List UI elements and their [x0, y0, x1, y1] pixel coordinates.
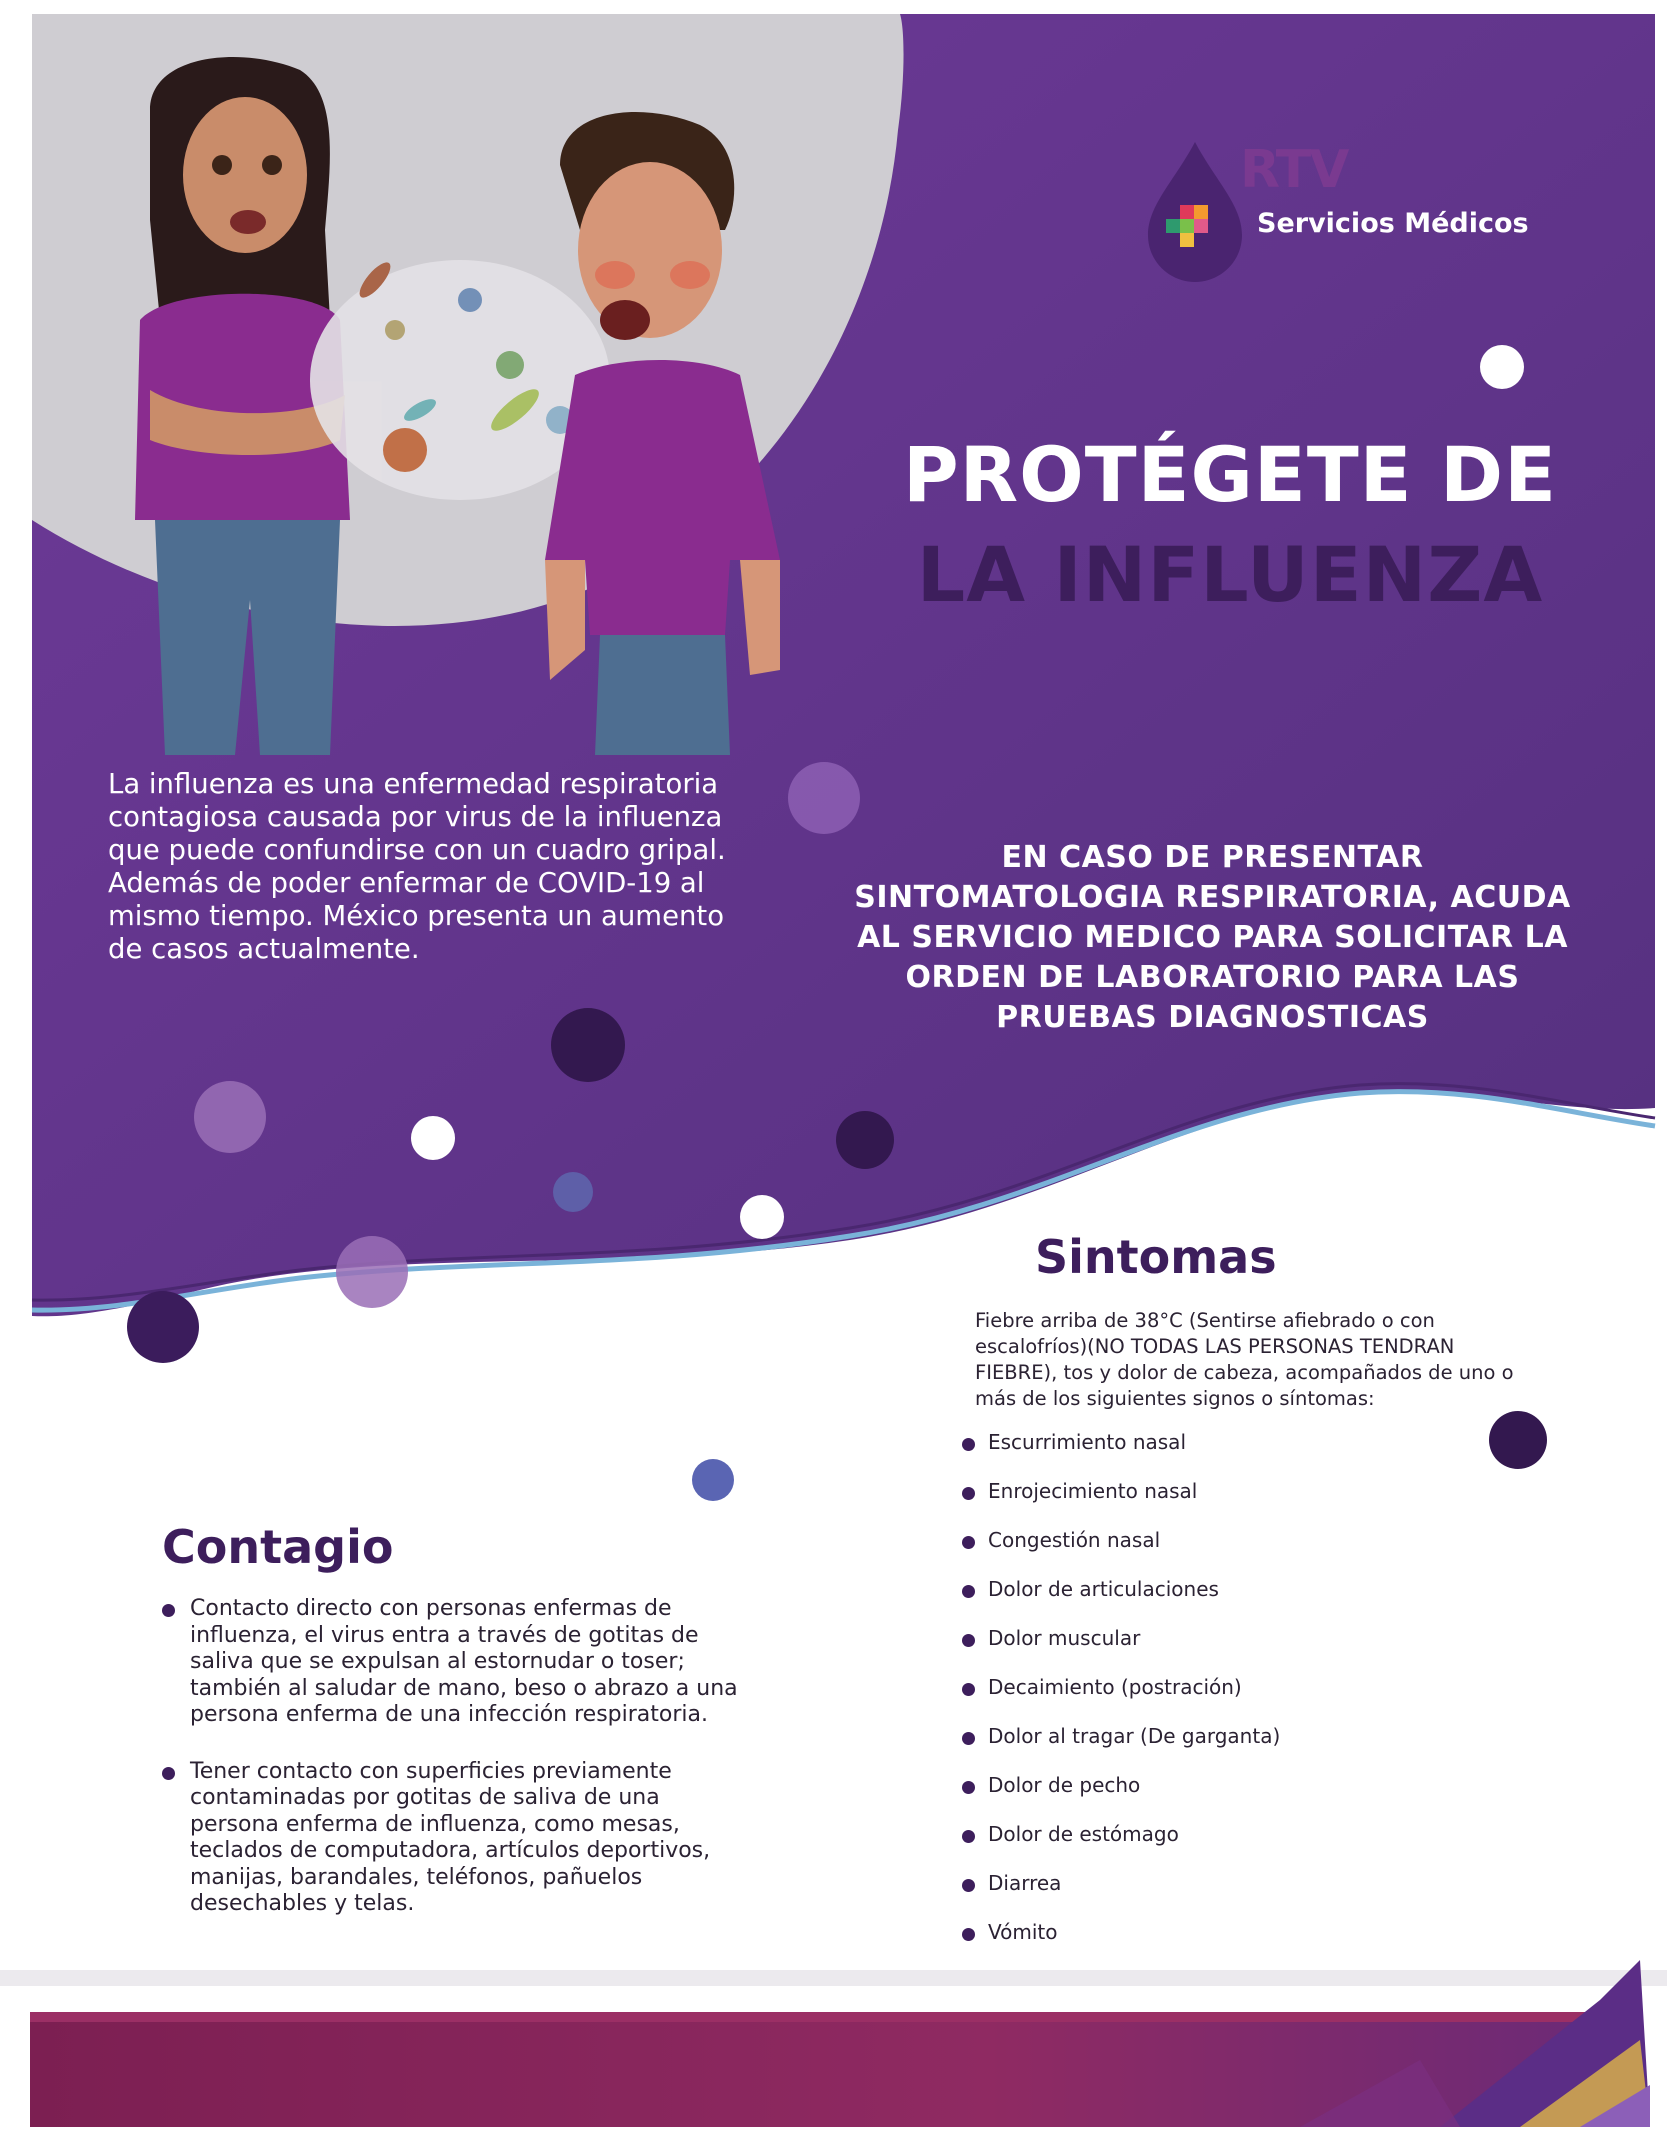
brand-logo	[1145, 138, 1545, 268]
list-item: Decaimiento (postración)	[962, 1675, 1280, 1724]
intro-line: mismo tiempo. México presenta un aumento	[108, 900, 725, 932]
contagio-line: manijas, barandales, teléfonos, pañuelos	[190, 1864, 643, 1890]
intro-line: La influenza es una enfermedad respiratoria	[108, 768, 719, 800]
headline-line-1: PROTÉGETE DE	[902, 430, 1558, 519]
list-item: Enrojecimiento nasal	[962, 1479, 1280, 1528]
intro-paragraph	[108, 768, 768, 966]
cta-line: SINTOMATOLOGIA RESPIRATORIA, ACUDA	[854, 880, 1571, 915]
brand-subtitle: Servicios Médicos	[1257, 208, 1529, 239]
sintomas-intro-line: escalofríos)(NO TODAS LAS PERSONAS TENDRAN	[975, 1335, 1455, 1358]
contagio-line: teclados de computadora, artículos deportivos,	[190, 1838, 711, 1863]
intro-line: contagiosa causada por virus de la influenza	[108, 801, 723, 833]
contagio-list	[160, 1596, 738, 1948]
contagio-line: Tener contacto con superficies previamente	[190, 1758, 672, 1784]
contagio-line: contaminadas por gotitas de saliva de una	[190, 1785, 660, 1810]
contagio-line: persona enferma de una infección respiratoria.	[190, 1702, 708, 1727]
cta-line: EN CASO DE PRESENTAR	[1001, 840, 1424, 875]
intro-line: Además de poder enfermar de COVID-19 al	[108, 867, 705, 899]
list-item: Dolor de pecho	[962, 1773, 1280, 1822]
headline-line-2: LA INFLUENZA	[916, 530, 1544, 619]
list-item	[160, 1759, 738, 1918]
list-item: Vómito	[962, 1920, 1280, 1969]
sintomas-list	[962, 1430, 1280, 1969]
sintomas-heading: Sintomas	[1035, 1230, 1277, 1284]
list-item: Escurrimiento nasal	[962, 1430, 1280, 1479]
contagio-line: Contacto directo con personas enfermas de	[190, 1596, 672, 1621]
call-to-action	[830, 838, 1595, 1038]
sintomas-intro	[975, 1308, 1575, 1412]
list-item: Congestión nasal	[962, 1528, 1280, 1577]
intro-line: que puede confundirse con un cuadro gripal.	[108, 834, 726, 866]
brand-name: RTV	[1240, 140, 1348, 200]
contagio-line: también al saludar de mano, beso o abrazo a una	[190, 1675, 738, 1701]
contagio-line: saliva que se expulsan al estornudar o toser;	[190, 1649, 685, 1674]
footer-band	[0, 1960, 1667, 2127]
list-item	[160, 1596, 738, 1729]
sintomas-intro-line: Fiebre arriba de 38°C (Sentirse afiebrado o con	[975, 1309, 1435, 1332]
contagio-line: persona enferma de influenza, como mesas,	[190, 1811, 680, 1837]
cta-line: AL SERVICIO MEDICO PARA SOLICITAR LA	[857, 920, 1568, 955]
sintomas-intro-line: FIEBRE), tos y dolor de cabeza, acompañados de uno o	[975, 1361, 1514, 1384]
list-item: Dolor al tragar (De garganta)	[962, 1724, 1280, 1773]
intro-line: de casos actualmente.	[108, 933, 420, 965]
contagio-line: desechables y telas.	[190, 1891, 415, 1916]
list-item: Dolor de articulaciones	[962, 1577, 1280, 1626]
list-item: Diarrea	[962, 1871, 1280, 1920]
cta-line: PRUEBAS DIAGNOSTICAS	[996, 1000, 1429, 1035]
cta-line: ORDEN DE LABORATORIO PARA LAS	[905, 960, 1520, 995]
list-item: Dolor muscular	[962, 1626, 1280, 1675]
sintomas-intro-line: más de los siguientes signos o síntomas:	[975, 1387, 1375, 1410]
contagio-line: influenza, el virus entra a través de gotitas de	[190, 1622, 699, 1648]
contagio-heading: Contagio	[162, 1520, 394, 1574]
list-item: Dolor de estómago	[962, 1822, 1280, 1871]
